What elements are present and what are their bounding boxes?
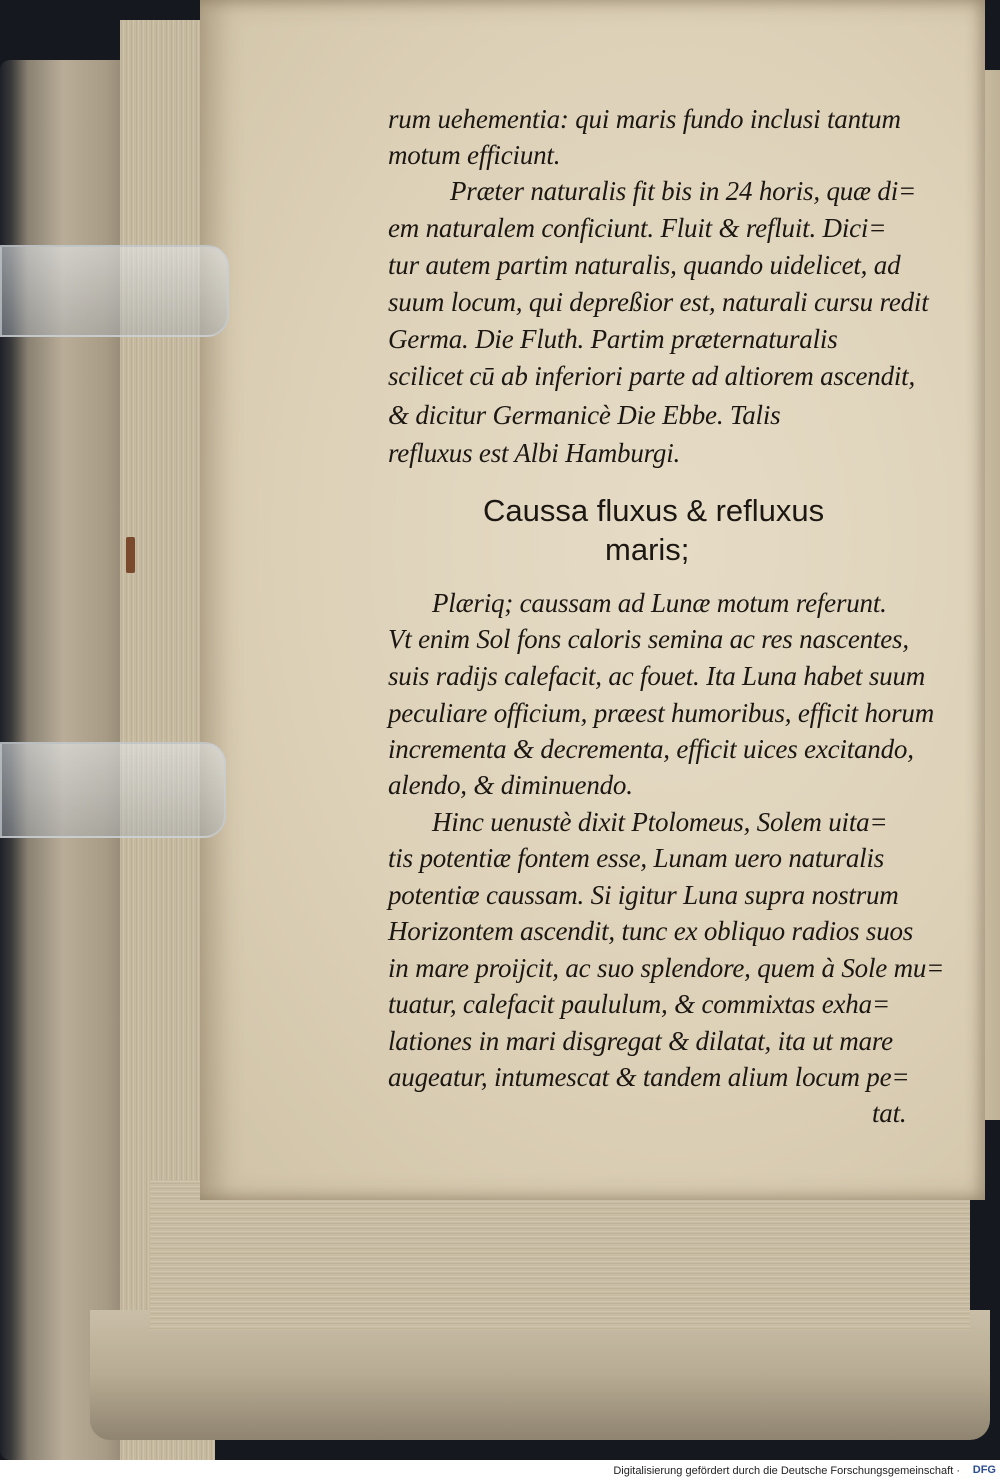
text-line: suis radijs calefacit, ac fouet. Ita Luna habet suum xyxy=(388,661,926,691)
text-line: incrementa & decrementa, efficit uices excitando, xyxy=(388,734,914,764)
section-heading: Caussa fluxus & refluxus xyxy=(483,493,825,528)
book-page xyxy=(200,0,985,1200)
text-line: tur autem partim naturalis, quando uidelicet, ad xyxy=(388,250,901,280)
section-heading-continued: maris; xyxy=(605,532,690,567)
text-line: in mare proijcit, ac suo splendore, quem à Sole mu= xyxy=(388,953,945,983)
text-line: scilicet cū ab inferiori parte ad altiorem ascendit, xyxy=(388,361,916,391)
text-line: suum locum, qui depreßior est, naturali cursu redit xyxy=(388,287,929,317)
text-line: Præter naturalis fit bis in 24 horis, quæ di= xyxy=(450,176,917,206)
text-line: peculiare officium, præest humoribus, efficit horum xyxy=(388,698,935,728)
dfg-logo-icon: DFG xyxy=(972,1464,996,1476)
text-line: Horizontem ascendit, tunc ex obliquo radios suos xyxy=(388,916,914,946)
footer-credit: Digitalisierung gefördert durch die Deutsche Forschungsgemeinschaft · xyxy=(613,1465,960,1477)
text-line: Germa. Die Fluth. Partim præternaturalis xyxy=(388,324,838,354)
text-line: lationes in mari disgregat & dilatat, ita ut mare xyxy=(388,1026,893,1056)
text-line: em naturalem conficiunt. Fluit & refluit. Dici= xyxy=(388,213,887,243)
footer-bar xyxy=(0,1460,1000,1482)
glass-page-weight-top xyxy=(0,245,229,337)
text-line: Plæriq; caussam ad Lunæ motum referunt. xyxy=(432,588,887,618)
red-page-tab xyxy=(126,537,135,573)
text-line: rum uehementia: qui maris fundo inclusi tantum xyxy=(388,104,901,134)
text-line: motum efficiunt. xyxy=(388,140,561,170)
text-line: augeatur, intumescat & tandem alium locum pe= xyxy=(388,1062,910,1092)
text-line: & dicitur Germanicè Die Ebbe. Talis xyxy=(388,400,781,430)
text-line: tat. xyxy=(872,1098,907,1128)
text-line: tis potentiæ fontem esse, Lunam uero naturalis xyxy=(388,843,885,873)
glass-page-weight-bottom xyxy=(0,742,226,838)
text-line: Hinc uenustè dixit Ptolomeus, Solem uita= xyxy=(432,807,888,837)
text-line: tuatur, calefacit paululum, & commixtas exha= xyxy=(388,989,890,1019)
text-line: refluxus est Albi Hamburgi. xyxy=(388,438,681,468)
text-line: potentiæ caussam. Si igitur Luna supra nostrum xyxy=(388,880,899,910)
text-line: Vt enim Sol fons caloris semina ac res nascentes, xyxy=(388,624,909,654)
page-edges-bottom xyxy=(150,1180,970,1330)
text-line: alendo, & diminuendo. xyxy=(388,770,633,800)
